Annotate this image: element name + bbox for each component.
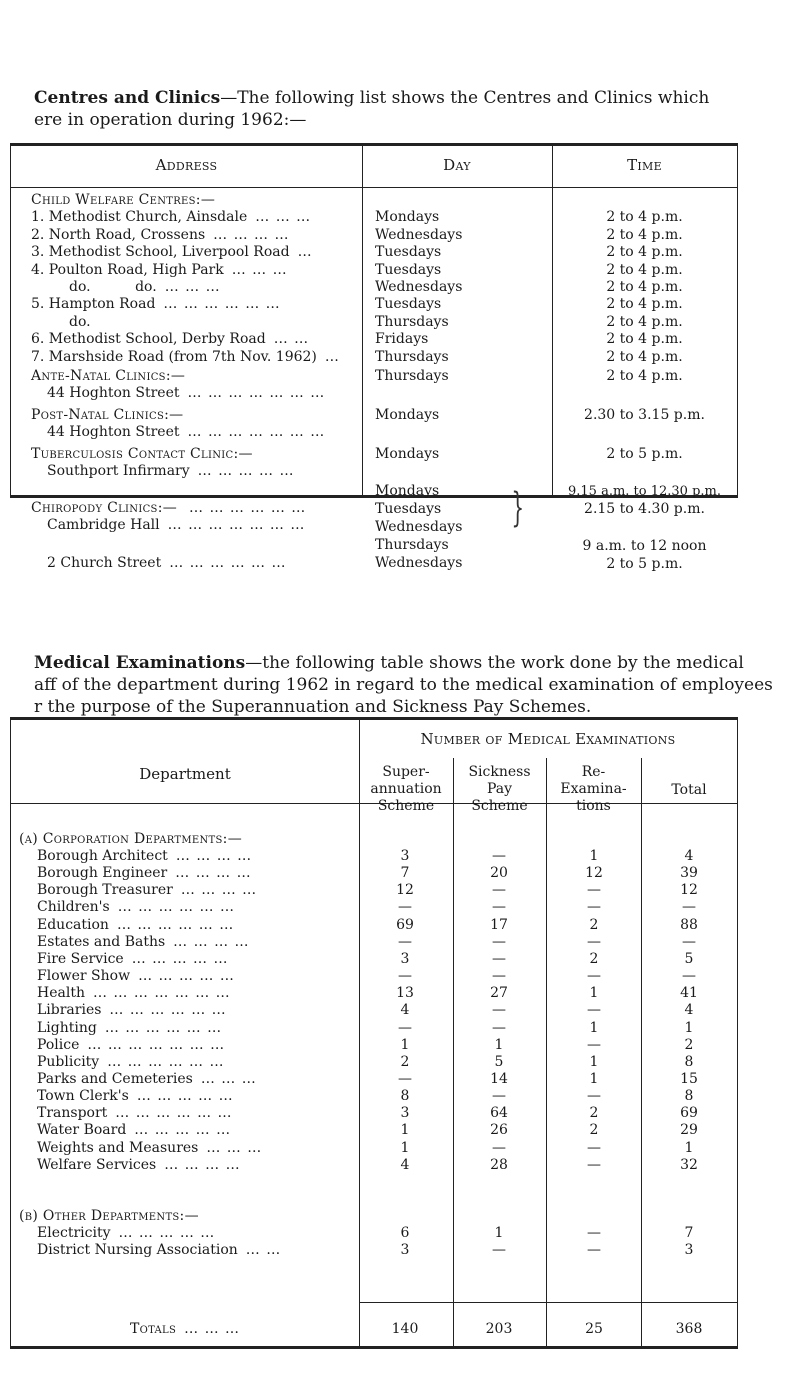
department-name (37, 1053, 224, 1072)
child-welfare-address-leader-dots: … … … (231, 261, 288, 278)
total-sick: 203 (485, 1321, 513, 1337)
section-corporation: (a) Corporation Departments:— (19, 831, 242, 847)
child-welfare-address (31, 295, 281, 314)
child-welfare-day: Tuesdays (375, 296, 442, 313)
exam-count-sick: — (492, 1088, 506, 1105)
child-welfare-time: 2 to 4 p.m. (606, 313, 683, 330)
exam-count-super: — (398, 933, 412, 950)
exam-count-re: — (587, 899, 601, 916)
exam-count-sick: — (492, 882, 506, 899)
total-super: 140 (391, 1321, 419, 1337)
exam-count-re: 2 (589, 916, 599, 933)
header-re-line: Examina- (560, 781, 627, 797)
ante-natal-day: Thursdays (375, 368, 449, 384)
child-welfare-address (69, 278, 221, 297)
exam-count-sick: 27 (490, 985, 508, 1002)
exam-count-total: 1 (684, 1019, 694, 1036)
exam-count-re: — (587, 1002, 601, 1019)
ante-natal-address-text: 44 Hoghton Street (47, 385, 180, 401)
post-natal-address (47, 423, 325, 442)
exam-count-sick: 1 (494, 1036, 504, 1053)
exam-count-re: 1 (589, 1070, 599, 1087)
medical-exams-intro-line3: r the purpose of the Superannuation and Sickness Pay Schemes. (34, 697, 592, 717)
child-welfare-address-leader-dots: … … … (255, 209, 312, 226)
header-re-line: tions (576, 798, 611, 814)
section-other: (b) Other Departments:— (19, 1208, 199, 1224)
child-welfare-time: 2 to 4 p.m. (606, 296, 683, 313)
exam-count-re: — (587, 1036, 601, 1053)
exam-count-super: 7 (400, 865, 410, 882)
medical-exams-intro-line2: aff of the department during 1962 in regard to the medical examination of employees (34, 675, 773, 695)
exam-count-re: 1 (589, 1019, 599, 1036)
header-super-line: annuation (370, 781, 442, 797)
department-name-text: Town Clerk's (37, 1088, 129, 1105)
chiropody-time: 2 to 5 p.m. (606, 556, 683, 572)
exam-count-super: 4 (400, 1156, 410, 1173)
exam-count-re: — (587, 1156, 601, 1173)
header-sick-line: Pay (486, 781, 513, 797)
department-name-text: Police (37, 1036, 80, 1053)
department-name-text: Transport (37, 1105, 108, 1122)
header-day: Day (443, 156, 471, 174)
chiropody-time: 9 a.m. to 12 noon (582, 538, 707, 554)
exam-count-total: 8 (684, 1088, 694, 1105)
exam-count-sick: 17 (490, 916, 508, 933)
department-name-text: Borough Engineer (37, 865, 168, 882)
exam-count-total: 1 (684, 1139, 694, 1156)
exam-count-super: — (398, 1070, 412, 1087)
child-welfare-address-leader-dots: … … … … (213, 226, 290, 243)
tuberculosis-day: Mondays (375, 446, 440, 462)
department-name (37, 847, 252, 866)
exam-count-sick: — (492, 848, 506, 864)
exam-count-total: 39 (680, 865, 698, 882)
department-name-text: Lighting (37, 1019, 97, 1036)
exam-count-re: — (587, 1088, 601, 1105)
child-welfare-address-text: 6. Methodist School, Derby Road (31, 331, 266, 348)
tuberculosis-address-leader-dots: … … … … … (197, 463, 295, 479)
child-welfare-address (31, 348, 340, 367)
header-department: Department (139, 765, 231, 783)
department-name (37, 1104, 233, 1123)
header-sick-line: Sickness (468, 764, 531, 780)
exam-count-re: 1 (589, 985, 599, 1002)
section-chiropody-dots: … … … … … … (189, 500, 307, 516)
department-name-leader-dots: … … … (206, 1139, 263, 1156)
header-total: Total (671, 782, 707, 798)
section-post-natal: Post-Natal Clinics:— (31, 407, 184, 423)
child-welfare-address (31, 330, 309, 349)
child-welfare-address (31, 208, 311, 227)
exam-count-total: — (682, 899, 696, 916)
exam-count-total: 2 (684, 1036, 694, 1053)
department-name-text: Borough Treasurer (37, 882, 173, 899)
exam-count-total: — (682, 968, 696, 985)
column-divider (641, 758, 642, 1346)
exam-count-sick: 1 (494, 1225, 504, 1241)
exam-count-super: 1 (400, 1122, 410, 1139)
exam-count-super: 1 (400, 1036, 410, 1053)
department-name-text: Libraries (37, 1002, 102, 1019)
department-name-text: Weights and Measures (37, 1139, 199, 1156)
department-name (37, 1036, 225, 1055)
post-natal-day: Mondays (375, 407, 440, 423)
department-name-leader-dots: … … … … … … … (87, 1036, 226, 1053)
department-name-leader-dots: … … … … (164, 1156, 241, 1173)
section-tuberculosis: Tuberculosis Contact Clinic:— (31, 446, 253, 462)
exam-count-super: 1 (400, 1139, 410, 1156)
child-welfare-day: Mondays (375, 209, 440, 226)
department-name (37, 950, 229, 969)
header-time: Time (627, 156, 662, 174)
exam-count-total: 15 (680, 1070, 698, 1087)
exam-count-re: — (587, 968, 601, 985)
chiropody-day: Wednesdays (375, 555, 463, 571)
totals-label-text: Totals (129, 1321, 177, 1337)
child-welfare-day: Wednesdays (375, 226, 463, 243)
exam-count-total: 7 (684, 1225, 694, 1241)
department-name-leader-dots: … … … … … … (115, 1105, 233, 1122)
exam-count-re: 1 (589, 1053, 599, 1070)
exam-count-sick: — (492, 1242, 506, 1259)
department-name (37, 1241, 281, 1260)
department-name-text: Electricity (37, 1225, 111, 1241)
exam-count-sick: 26 (490, 1122, 508, 1139)
exam-count-sick: 14 (490, 1070, 508, 1087)
exam-count-total: 69 (680, 1105, 698, 1122)
column-divider (546, 758, 547, 1346)
department-name (37, 1224, 215, 1243)
child-welfare-day: Tuesdays (375, 261, 442, 278)
exam-count-sick: — (492, 968, 506, 985)
exam-count-sick: 5 (494, 1053, 504, 1070)
child-welfare-address (31, 261, 288, 280)
tuberculosis-address-text: Southport Infirmary (47, 463, 190, 479)
exam-count-re: — (587, 1225, 601, 1241)
exam-count-super: 13 (396, 985, 414, 1002)
child-welfare-address-text: 1. Methodist Church, Ainsdale (31, 209, 248, 226)
chiropody-day: Tuesdays (375, 501, 442, 517)
department-name-text: Parks and Cemeteries (37, 1070, 193, 1087)
department-name-text: Health (37, 985, 85, 1002)
child-welfare-day: Fridays (375, 331, 429, 348)
ante-natal-time: 2 to 4 p.m. (606, 368, 683, 384)
centres-clinics-heading (34, 87, 774, 131)
department-name (37, 967, 235, 986)
exam-count-re: 2 (589, 1122, 599, 1139)
chiropody-church-address-text: 2 Church Street (47, 555, 162, 571)
exam-count-re: 2 (589, 1105, 599, 1122)
exam-count-sick: — (492, 950, 506, 967)
child-welfare-address-text: 2. North Road, Crossens (31, 226, 206, 243)
exam-count-total: — (682, 933, 696, 950)
child-welfare-time: 2 to 4 p.m. (606, 279, 683, 295)
child-welfare-address (31, 226, 290, 245)
department-name-leader-dots: … … … … … (118, 1225, 216, 1241)
department-name-leader-dots: … … … … … (131, 950, 229, 967)
exam-count-total: 12 (680, 882, 698, 899)
centres-clinics-table (10, 143, 738, 572)
totals-divider (359, 1302, 737, 1303)
child-welfare-time: 2 to 4 p.m. (606, 261, 683, 278)
chiropody-cambridge-address-text: Cambridge Hall (47, 517, 160, 533)
child-welfare-address-text: do. (69, 313, 91, 330)
exam-count-sick: — (492, 1139, 506, 1156)
header-super-line: Scheme (377, 798, 435, 814)
header-re-examinations (546, 764, 641, 815)
exam-count-total: 4 (684, 848, 694, 864)
chiropody-cambridge-address (47, 516, 305, 535)
child-welfare-time: 2 to 4 p.m. (606, 331, 683, 348)
medical-exams-intro: —the following table shows the work done by the medical (245, 653, 744, 673)
chiropody-church-address (47, 554, 286, 573)
post-natal-address-text: 44 Hoghton Street (47, 424, 180, 440)
child-welfare-address-leader-dots: … … (273, 331, 310, 348)
exam-count-super: 3 (400, 848, 410, 864)
exam-count-re: 12 (585, 865, 603, 882)
exam-count-super: 6 (400, 1225, 410, 1241)
department-name (37, 984, 231, 1003)
ante-natal-address (47, 384, 325, 403)
header-divider (11, 187, 737, 188)
exam-count-re: — (587, 1242, 601, 1259)
child-welfare-day: Thursdays (375, 348, 449, 365)
department-name (37, 933, 250, 952)
child-welfare-time: 2 to 4 p.m. (606, 209, 683, 226)
exam-count-total: 88 (680, 916, 698, 933)
medical-exams-title: Medical Examinations (34, 653, 246, 673)
exam-count-total: 5 (684, 950, 694, 967)
department-name (37, 1156, 241, 1175)
department-name-leader-dots: … … … … … … (107, 1053, 225, 1070)
child-welfare-address-text: do. do. (69, 279, 157, 295)
ante-natal-address-leader-dots: … … … … … … … (187, 385, 326, 401)
child-welfare-address (31, 243, 313, 262)
exam-count-re: — (587, 882, 601, 899)
department-name-text: Borough Architect (37, 848, 168, 864)
child-welfare-day: Thursdays (375, 313, 449, 330)
exam-count-sick: 28 (490, 1156, 508, 1173)
chiropody-day: Thursdays (375, 537, 449, 553)
department-name (37, 1121, 231, 1140)
exam-count-re: — (587, 933, 601, 950)
exam-count-super: 3 (400, 1105, 410, 1122)
department-name-leader-dots: … … … … … (136, 1088, 234, 1105)
department-name-leader-dots: … … … (200, 1070, 257, 1087)
department-name-text: Welfare Services (37, 1156, 157, 1173)
child-welfare-address-leader-dots: … … … (164, 279, 221, 295)
child-welfare-time: 2 to 4 p.m. (606, 226, 683, 243)
exam-count-super: — (398, 899, 412, 916)
department-name-leader-dots: … … … … … … (109, 1002, 227, 1019)
department-name-leader-dots: … … … … … … … (92, 985, 231, 1002)
department-name-text: Education (37, 916, 109, 933)
section-ante-natal: Ante-Natal Clinics:— (31, 368, 186, 384)
department-name-text: District Nursing Association (37, 1242, 238, 1259)
header-sickness-pay (453, 764, 546, 815)
exam-count-sick: — (492, 933, 506, 950)
department-name-leader-dots: … … … … (180, 882, 258, 899)
exam-count-sick: — (492, 899, 506, 916)
department-name (37, 1019, 222, 1038)
child-welfare-day: Wednesdays (375, 279, 463, 295)
department-name (37, 1001, 227, 1020)
post-natal-address-leader-dots: … … … … … … … (187, 424, 326, 440)
chiropody-time: 2.15 to 4.30 p.m. (584, 501, 705, 517)
section-child-welfare: Child Welfare Centres:— (31, 192, 216, 208)
centres-clinics-title: Centres and Clinics (34, 88, 221, 108)
child-welfare-address-leader-dots: … (324, 348, 340, 365)
chiropody-church-address-leader-dots: … … … … … … (169, 555, 287, 571)
child-welfare-day: Tuesdays (375, 244, 442, 261)
post-natal-time: 2.30 to 3.15 p.m. (584, 407, 705, 423)
department-name-leader-dots: … … … … … (134, 1122, 232, 1139)
department-name-leader-dots: … … … … … (138, 968, 235, 985)
department-name (37, 898, 235, 917)
exam-count-sick: 64 (490, 1105, 508, 1122)
exam-count-super: — (398, 1019, 412, 1036)
child-welfare-address (69, 313, 99, 332)
column-divider (453, 758, 454, 1346)
department-name (37, 881, 257, 900)
department-name (37, 1087, 234, 1106)
department-name-leader-dots: … … … … … … (104, 1019, 223, 1036)
exam-count-sick: 20 (490, 865, 508, 882)
exam-count-super: 69 (396, 916, 414, 933)
department-name (37, 1070, 257, 1089)
chiropody-cambridge-address-leader-dots: … … … … … … … (167, 517, 306, 533)
header-re-line: Re- (581, 764, 606, 780)
chiropody-day: Mondays (375, 483, 440, 499)
header-address: Address (155, 156, 218, 174)
department-name-leader-dots: … … (245, 1242, 282, 1259)
department-name-leader-dots: … … … … (175, 865, 252, 882)
header-superannuation (359, 764, 453, 815)
child-welfare-address-leader-dots: … … … … … … (163, 296, 281, 313)
department-name-text: Estates and Baths (37, 933, 166, 950)
department-name (37, 916, 234, 935)
header-super-line: Super- (382, 764, 430, 780)
department-name-text: Fire Service (37, 950, 124, 967)
child-welfare-time: 2 to 4 p.m. (606, 348, 683, 365)
exam-count-super: 12 (396, 882, 414, 899)
medical-exams-heading (34, 652, 774, 718)
tuberculosis-address (47, 462, 294, 481)
department-name-text: Children's (37, 899, 110, 916)
child-welfare-address-leader-dots: … (297, 244, 313, 261)
exam-count-total: 29 (680, 1122, 698, 1139)
total-total: 368 (675, 1321, 703, 1337)
exam-count-total: 4 (684, 1002, 694, 1019)
department-name (37, 1139, 262, 1158)
child-welfare-address-text: 5. Hampton Road (31, 296, 156, 313)
department-name-leader-dots: … … … … … … (117, 899, 235, 916)
exam-count-super: 2 (400, 1053, 410, 1070)
department-name-text: Water Board (37, 1122, 127, 1139)
exam-count-super: 3 (400, 950, 410, 967)
department-name-text: Publicity (37, 1053, 100, 1070)
exam-count-total: 8 (684, 1053, 694, 1070)
chiropody-day: Wednesdays (375, 519, 463, 535)
department-name-leader-dots: … … … … (175, 848, 253, 864)
column-divider (362, 146, 363, 495)
child-welfare-time: 2 to 4 p.m. (606, 244, 683, 261)
department-name-leader-dots: … … … … … … (116, 916, 235, 933)
totals-leader-dots: … … … (184, 1321, 241, 1337)
department-name-leader-dots: … … … … (173, 933, 250, 950)
section-chiropody-text: Chiropody Clinics:— (31, 500, 178, 516)
exam-count-super: — (398, 968, 412, 985)
header-sick-line: Scheme (471, 798, 528, 814)
exam-count-sick: — (492, 1019, 506, 1036)
child-welfare-address-text: 3. Methodist School, Liverpool Road (31, 244, 290, 261)
group-header: Number of Medical Examinations (420, 730, 676, 748)
exam-count-total: 41 (680, 985, 698, 1002)
exam-count-super: 3 (400, 1242, 410, 1259)
exam-count-total: 3 (684, 1242, 694, 1259)
exam-count-sick: — (492, 1002, 506, 1019)
tuberculosis-time: 2 to 5 p.m. (606, 446, 683, 462)
chiropody-time: 9.15 a.m. to 12.30 p.m. (568, 484, 721, 499)
exam-count-total: 32 (680, 1156, 698, 1173)
exam-count-re: 1 (589, 848, 599, 864)
medical-exams-table (10, 717, 738, 1349)
total-re: 25 (585, 1321, 603, 1337)
child-welfare-address-text: 4. Poulton Road, High Park (31, 261, 224, 278)
exam-count-super: 8 (400, 1088, 410, 1105)
chiropody-brace: } (511, 485, 525, 531)
exam-count-re: — (587, 1139, 601, 1156)
department-name (37, 864, 252, 883)
totals-label (11, 1320, 359, 1339)
exam-count-super: 4 (400, 1002, 410, 1019)
exam-count-re: 2 (589, 950, 599, 967)
centres-clinics-intro-line2: ere in operation during 1962:— (34, 110, 307, 130)
department-name-text: Flower Show (37, 968, 131, 985)
child-welfare-address-text: 7. Marshside Road (from 7th Nov. 1962) (31, 348, 317, 365)
centres-clinics-intro: —The following list shows the Centres and Clinics which (220, 88, 710, 108)
